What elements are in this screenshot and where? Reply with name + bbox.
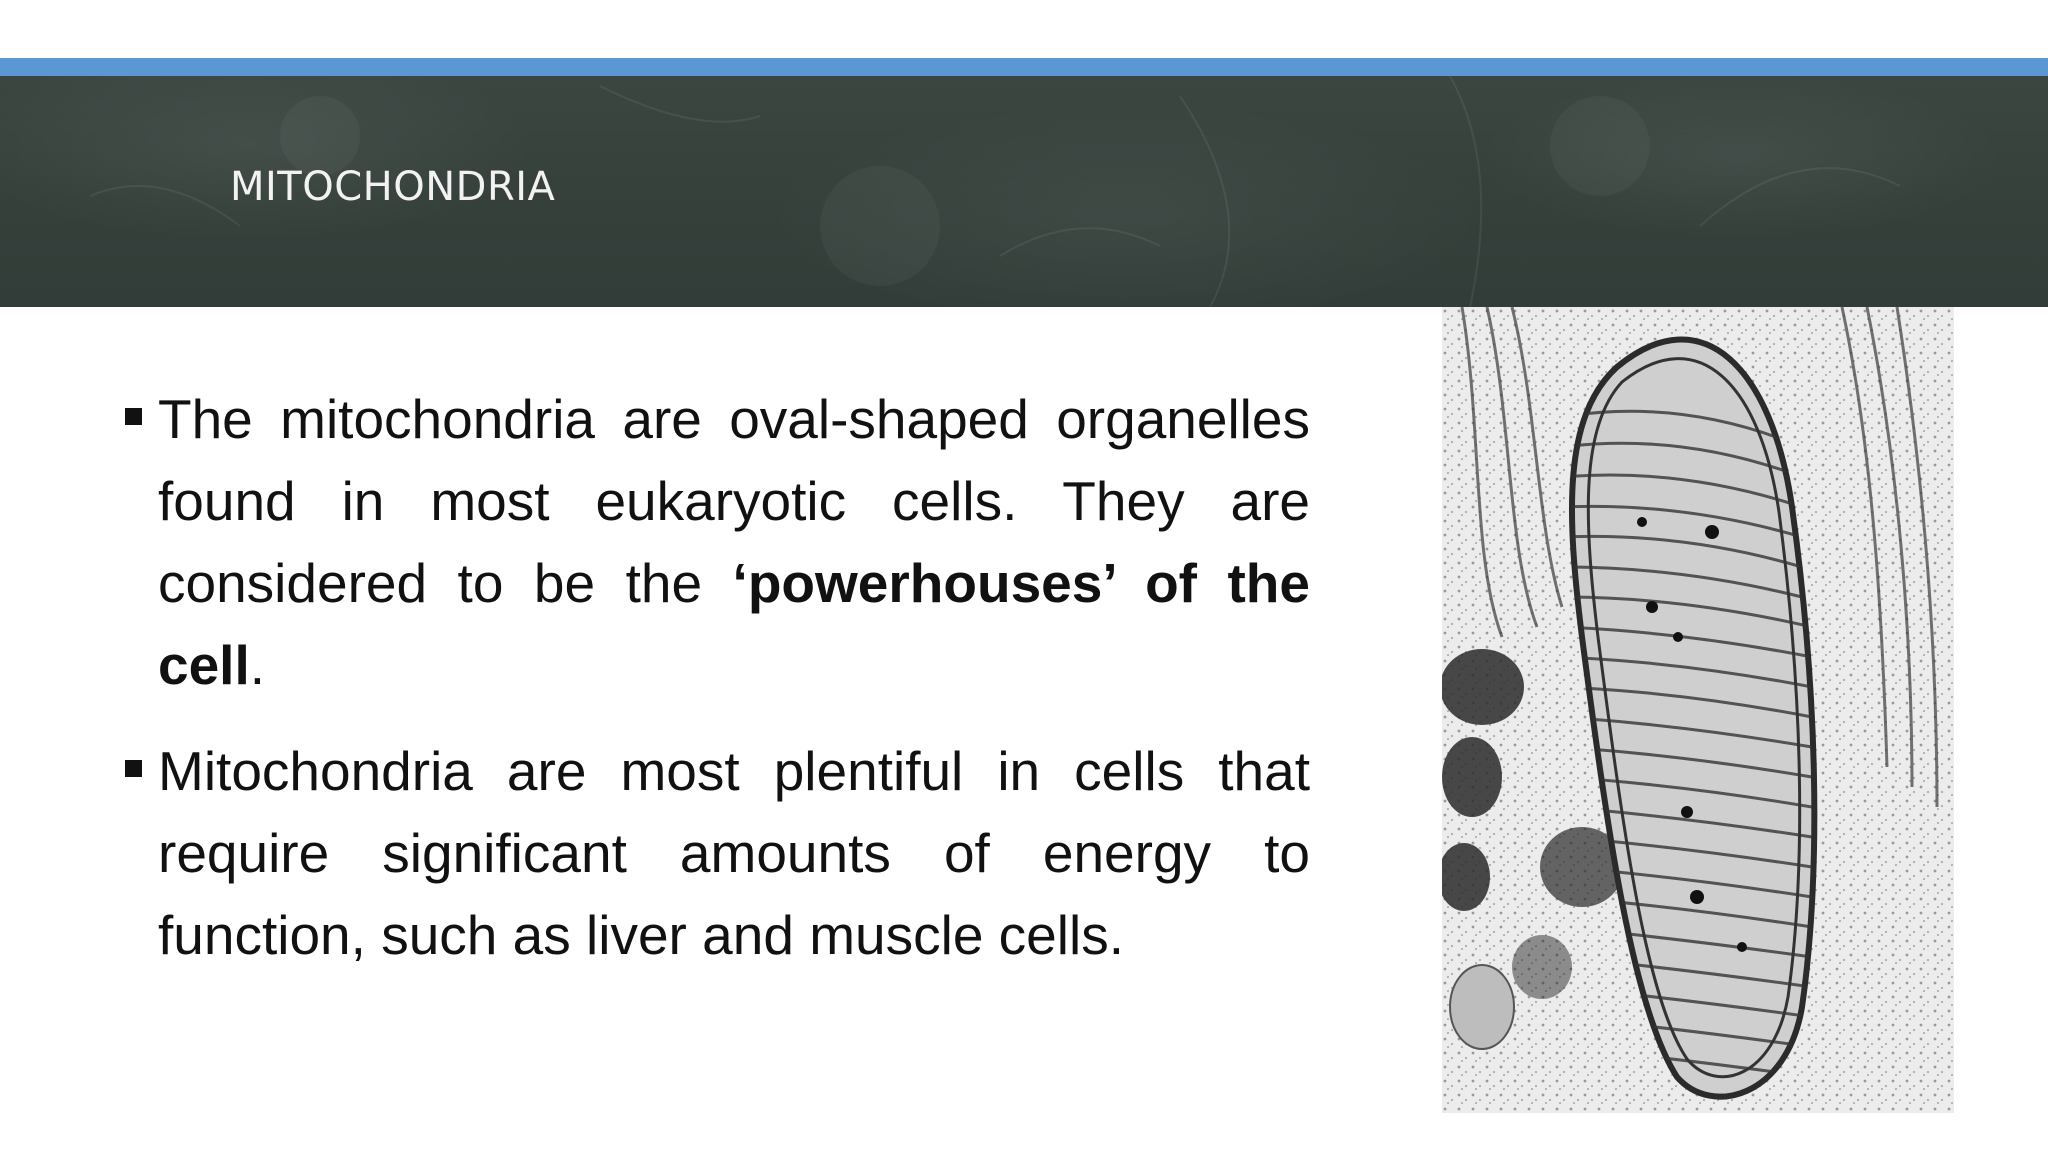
micrograph-illustration: [1442, 307, 1954, 1113]
bullet-text: The mitochondria are oval-shaped organelles found in most eukaryotic cells. They are considered to be the: [158, 388, 1310, 614]
bullet-item-powerhouse: [125, 378, 1310, 706]
bullet-list: [125, 378, 1310, 1000]
bullet-text-end: .: [249, 634, 266, 696]
accent-bar: [0, 58, 2048, 76]
bullet-item-energy: [125, 730, 1310, 976]
slide-title: MITOCHONDRIA: [230, 164, 556, 210]
mitochondrion-micrograph: [1442, 307, 1954, 1113]
title-band: [0, 76, 2048, 307]
bullet-bold-text: ‘powerhouses’ of the cell: [158, 552, 1310, 696]
square-bullet-icon: [125, 760, 142, 777]
square-bullet-icon: [125, 408, 142, 425]
bullet-text: Mitochondria are most plentiful in cells that require significant amounts of energy to function, such as liver and muscle cells.: [158, 740, 1310, 966]
